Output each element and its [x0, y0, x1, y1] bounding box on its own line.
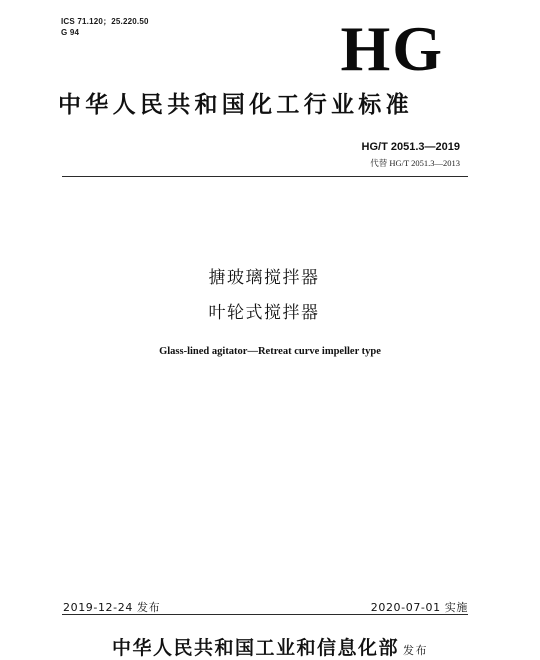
standard-category-title: 中华人民共和国化工行业标准 [58, 92, 413, 118]
replaces-note: 代替 HG/T 2051.3—2013 [370, 158, 460, 168]
implementation-date: 2020-07-01 实施 [370, 601, 468, 614]
document-title-line-2: 叶轮式搅拌器 [208, 303, 320, 323]
standard-number: HG/T 2051.3—2019 [361, 141, 460, 153]
footer-divider [62, 614, 468, 615]
header-divider [62, 176, 468, 177]
issuing-authority [0, 633, 540, 660]
issuer-suffix: 发布 [403, 644, 428, 657]
document-title-line-1: 搪玻璃搅拌器 [208, 268, 320, 288]
english-title: Glass-lined agitator—Retreat curve impeller type [159, 346, 381, 357]
hg-logo: HG [340, 13, 444, 84]
ics-code: ICS 71.120；25.220.50 [61, 17, 149, 26]
ccs-code: G 94 [61, 28, 80, 37]
issue-date: 2019-12-24 发布 [63, 601, 161, 614]
issuer-name: 中华人民共和国工业和信息化部 [111, 637, 399, 659]
